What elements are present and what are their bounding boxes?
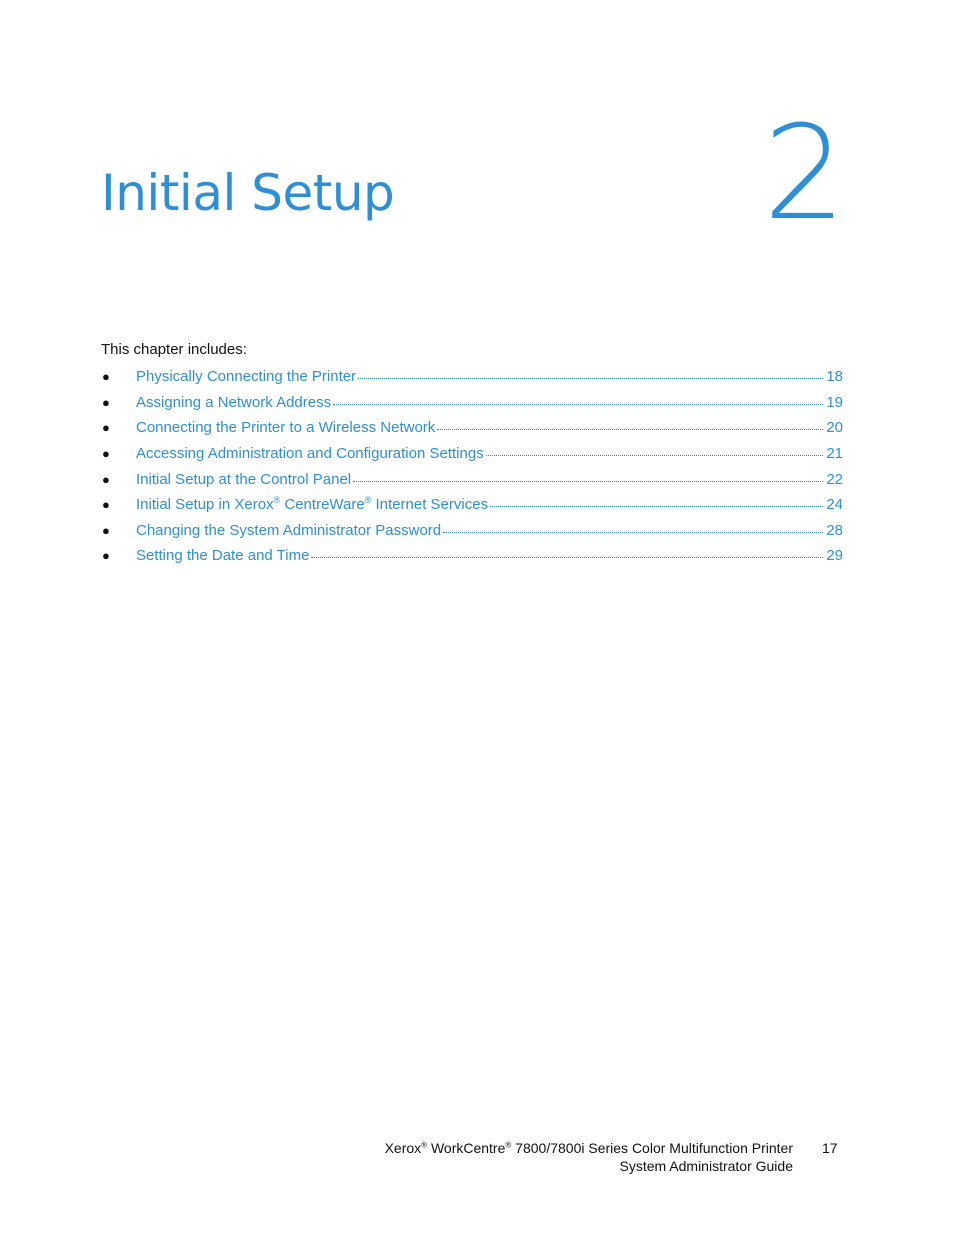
toc-title-part: CentreWare — [280, 496, 365, 514]
toc-title-part: Internet Services — [371, 496, 489, 514]
toc-link-control-panel-setup[interactable] — [136, 471, 843, 488]
bullet-icon: ● — [102, 522, 110, 538]
toc-link-physically-connecting[interactable] — [136, 368, 843, 385]
toc-link-wireless-network[interactable] — [136, 419, 843, 436]
bullet-icon: ● — [102, 369, 110, 385]
registered-mark: ® — [364, 495, 372, 506]
toc-title-part: Initial Setup in Xerox — [136, 496, 274, 514]
bullet-icon: ● — [102, 420, 110, 436]
toc-page-number: 20 — [826, 419, 843, 437]
toc-page-number: 24 — [826, 496, 843, 514]
footer-line-2: System Administrator Guide — [619, 1157, 793, 1174]
toc-item — [101, 518, 843, 544]
toc-link-date-time[interactable] — [136, 547, 843, 564]
registered-mark: ® — [505, 1140, 512, 1150]
toc-link-assigning-network-address[interactable] — [136, 394, 843, 411]
dot-leader — [490, 505, 823, 507]
toc-link-title — [136, 496, 488, 513]
chapter-intro: This chapter includes: — [101, 341, 247, 358]
bullet-icon: ● — [102, 471, 110, 487]
toc-link-title: Assigning a Network Address — [136, 393, 332, 411]
dot-leader — [437, 428, 823, 430]
table-of-contents — [101, 364, 843, 569]
chapter-number: 2 — [763, 97, 846, 249]
bullet-icon: ● — [102, 446, 110, 462]
toc-link-centreware-setup[interactable] — [136, 496, 843, 513]
registered-mark: ® — [273, 495, 281, 506]
toc-item — [101, 390, 843, 416]
toc-link-title: Accessing Administration and Configuration Settings — [136, 445, 484, 463]
toc-page-number: 19 — [826, 393, 843, 411]
toc-page-number: 28 — [826, 521, 843, 539]
footer-line-1 — [385, 1140, 793, 1158]
toc-item — [101, 492, 843, 518]
toc-item — [101, 364, 843, 390]
footer-text-part: WorkCentre — [427, 1140, 506, 1156]
bullet-icon: ● — [102, 548, 110, 564]
toc-link-title: Setting the Date and Time — [136, 547, 310, 565]
toc-page-number: 21 — [826, 445, 843, 463]
toc-item — [101, 466, 843, 492]
toc-link-title: Connecting the Printer to a Wireless Network — [136, 419, 436, 437]
chapter-title: Initial Setup — [101, 164, 395, 222]
toc-link-title: Changing the System Administrator Password — [136, 521, 442, 539]
toc-item — [101, 543, 843, 569]
bullet-icon: ● — [102, 394, 110, 410]
footer-text-part: 7800/7800i Series Color Multifunction Printer — [511, 1140, 793, 1156]
dot-leader — [358, 377, 823, 379]
footer-product-title — [385, 1140, 793, 1175]
bullet-icon: ● — [102, 497, 110, 513]
toc-page-number: 22 — [826, 470, 843, 488]
dot-leader — [311, 556, 823, 558]
toc-link-admin-password[interactable] — [136, 522, 843, 539]
toc-link-title: Initial Setup at the Control Panel — [136, 470, 352, 488]
dot-leader — [486, 454, 824, 456]
toc-item — [101, 415, 843, 441]
toc-item — [101, 441, 843, 467]
toc-page-number: 29 — [826, 547, 843, 565]
dot-leader — [443, 531, 823, 533]
toc-link-administration-settings[interactable] — [136, 445, 843, 462]
toc-link-title: Physically Connecting the Printer — [136, 368, 357, 386]
registered-mark: ® — [421, 1140, 428, 1150]
toc-page-number: 18 — [826, 368, 843, 386]
footer-page-number: 17 — [822, 1140, 838, 1156]
footer-text-part: Xerox — [384, 1140, 422, 1156]
dot-leader — [333, 403, 823, 405]
dot-leader — [353, 480, 823, 482]
